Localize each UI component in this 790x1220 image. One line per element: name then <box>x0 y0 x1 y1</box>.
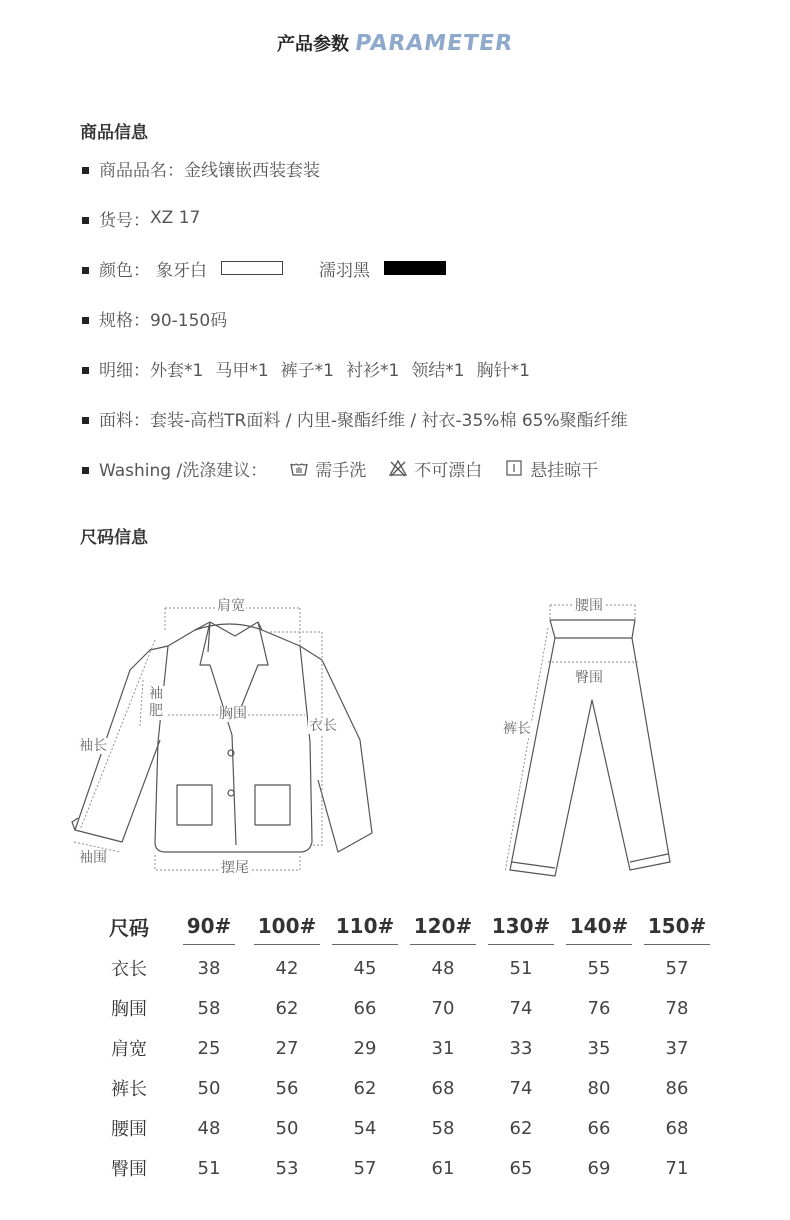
info-row-details <box>82 356 530 380</box>
label-pants-length: 裤长 <box>503 721 531 737</box>
table-cell: 27 <box>275 1037 299 1059</box>
row-label: 裤长 <box>111 1079 147 1100</box>
table-cell: 66 <box>353 997 377 1019</box>
table-cell: 58 <box>431 1117 455 1139</box>
table-cell: 69 <box>587 1157 611 1179</box>
bullet <box>82 467 89 474</box>
table-cell: 68 <box>431 1077 455 1099</box>
size-header-cell: 140# <box>560 910 638 948</box>
detail-item: 裤子*1 <box>280 360 334 381</box>
table-row <box>88 1108 716 1148</box>
bullet <box>82 167 89 174</box>
detail-item: 外套*1 <box>150 360 204 381</box>
table-cell: 50 <box>275 1117 299 1139</box>
label-chest: 胸围 <box>219 706 247 722</box>
table-cell: 31 <box>431 1037 455 1059</box>
trousers-waistband <box>550 620 635 638</box>
table-row <box>88 988 716 1028</box>
table-row <box>88 948 716 988</box>
table-cell: 74 <box>509 1077 533 1099</box>
detail-item: 胸针*1 <box>476 360 530 381</box>
table-cell: 54 <box>353 1117 377 1139</box>
table-cell: 35 <box>587 1037 611 1059</box>
table-cell: 62 <box>275 997 299 1019</box>
table-cell: 29 <box>353 1037 377 1059</box>
spec-value: 90-150码 <box>150 310 228 331</box>
row-label: 腰围 <box>111 1119 147 1140</box>
washing-hand-text: 需手洗 <box>315 460 367 481</box>
info-row-name <box>82 156 320 180</box>
table-cell: 62 <box>353 1077 377 1099</box>
table-cell: 56 <box>275 1077 299 1099</box>
fabric-value: 套装-高档TR面料 / 内里-聚酯纤维 / 衬衣-35%棉 65%聚酯纤维 <box>150 410 628 431</box>
info-row-washing <box>82 456 598 480</box>
label-cuff: 袖围 <box>79 850 107 866</box>
size-header-cell: 100# <box>248 910 326 948</box>
size-info-title: 尺码信息 <box>80 528 148 548</box>
color-swatch-ivory <box>221 261 283 275</box>
product-info-title: 商品信息 <box>80 123 148 143</box>
table-cell: 50 <box>197 1077 221 1099</box>
detail-label: 明细： <box>99 360 150 381</box>
size-table <box>88 910 716 1188</box>
table-cell: 65 <box>509 1157 533 1179</box>
label-sleeve-width: 袖肥 <box>148 686 166 720</box>
table-cell: 37 <box>665 1037 689 1059</box>
detail-item: 领结*1 <box>411 360 465 381</box>
row-label: 臀围 <box>111 1159 147 1180</box>
table-row <box>88 1028 716 1068</box>
size-header-cell: 110# <box>326 910 404 948</box>
table-row <box>88 1148 716 1188</box>
table-cell: 33 <box>509 1037 533 1059</box>
info-row-item-no <box>82 206 200 230</box>
table-cell: 86 <box>665 1077 689 1099</box>
detail-item: 马甲*1 <box>215 360 269 381</box>
size-header-label: 尺码 <box>109 915 149 940</box>
table-cell: 48 <box>197 1117 221 1139</box>
label-length: 衣长 <box>309 718 337 734</box>
label-shoulder: 肩宽 <box>217 598 245 614</box>
name-label: 商品品名： <box>99 160 184 181</box>
label-waist: 腰围 <box>575 598 603 614</box>
info-row-color <box>82 256 446 280</box>
table-row <box>88 1068 716 1108</box>
row-label: 肩宽 <box>111 1039 147 1060</box>
table-cell: 38 <box>197 957 221 979</box>
table-cell: 51 <box>197 1157 221 1179</box>
header-title-cn: 产品参数 <box>277 34 349 55</box>
header-title-en: PARAMETER <box>353 31 515 56</box>
spec-label: 规格： <box>99 310 150 331</box>
size-table-header <box>88 910 716 948</box>
washing-dry-text: 悬挂晾干 <box>530 460 599 481</box>
color-name-black: 濡羽黑 <box>319 260 370 281</box>
row-label: 胸围 <box>111 999 147 1020</box>
washing-bleach-text: 不可漂白 <box>414 460 483 481</box>
color-swatch-black <box>384 261 446 275</box>
bullet <box>82 417 89 424</box>
bullet <box>82 217 89 224</box>
table-cell: 62 <box>509 1117 533 1139</box>
table-cell: 51 <box>509 957 533 979</box>
table-cell: 25 <box>197 1037 221 1059</box>
hand-wash-icon <box>289 458 309 478</box>
table-cell: 45 <box>353 957 377 979</box>
item-no-label: 货号： <box>99 210 150 231</box>
color-label: 颜色： <box>99 260 150 281</box>
table-cell: 57 <box>665 957 689 979</box>
table-cell: 66 <box>587 1117 611 1139</box>
garment-illustration <box>0 590 790 890</box>
hang-dry-icon <box>504 458 524 478</box>
size-header-cell: 150# <box>638 910 716 948</box>
page-header <box>0 30 790 56</box>
item-no-value: XZ 17 <box>150 208 201 228</box>
bullet <box>82 267 89 274</box>
table-cell: 80 <box>587 1077 611 1099</box>
info-row-spec <box>82 306 227 330</box>
table-cell: 70 <box>431 997 455 1019</box>
table-cell: 71 <box>665 1157 689 1179</box>
table-cell: 57 <box>353 1157 377 1179</box>
table-cell: 53 <box>275 1157 299 1179</box>
name-value: 金线镶嵌西装套装 <box>184 160 320 181</box>
table-cell: 76 <box>587 997 611 1019</box>
bullet <box>82 367 89 374</box>
table-cell: 48 <box>431 957 455 979</box>
jacket-body <box>155 624 312 852</box>
table-cell: 61 <box>431 1157 455 1179</box>
label-hem: 摆尾 <box>221 860 249 876</box>
table-cell: 42 <box>275 957 299 979</box>
size-diagram <box>0 590 790 890</box>
size-header-cell: 120# <box>404 910 482 948</box>
row-label: 衣长 <box>111 959 147 980</box>
size-header-cell: 90# <box>170 910 248 948</box>
detail-item: 衬衫*1 <box>345 360 400 381</box>
table-cell: 74 <box>509 997 533 1019</box>
table-cell: 68 <box>665 1117 689 1139</box>
table-cell: 58 <box>197 997 221 1019</box>
label-sleeve-length: 袖长 <box>79 738 107 754</box>
label-hip: 臀围 <box>575 670 603 686</box>
info-row-fabric <box>82 406 628 430</box>
bullet <box>82 317 89 324</box>
washing-label: Washing /洗涤建议： <box>99 460 268 481</box>
fabric-label: 面料： <box>99 410 150 431</box>
table-cell: 55 <box>587 957 611 979</box>
color-name-ivory: 象牙白 <box>156 260 207 281</box>
table-cell: 78 <box>665 997 689 1019</box>
right-sleeve <box>300 646 372 852</box>
size-header-cell: 130# <box>482 910 560 948</box>
no-bleach-icon <box>388 458 408 478</box>
